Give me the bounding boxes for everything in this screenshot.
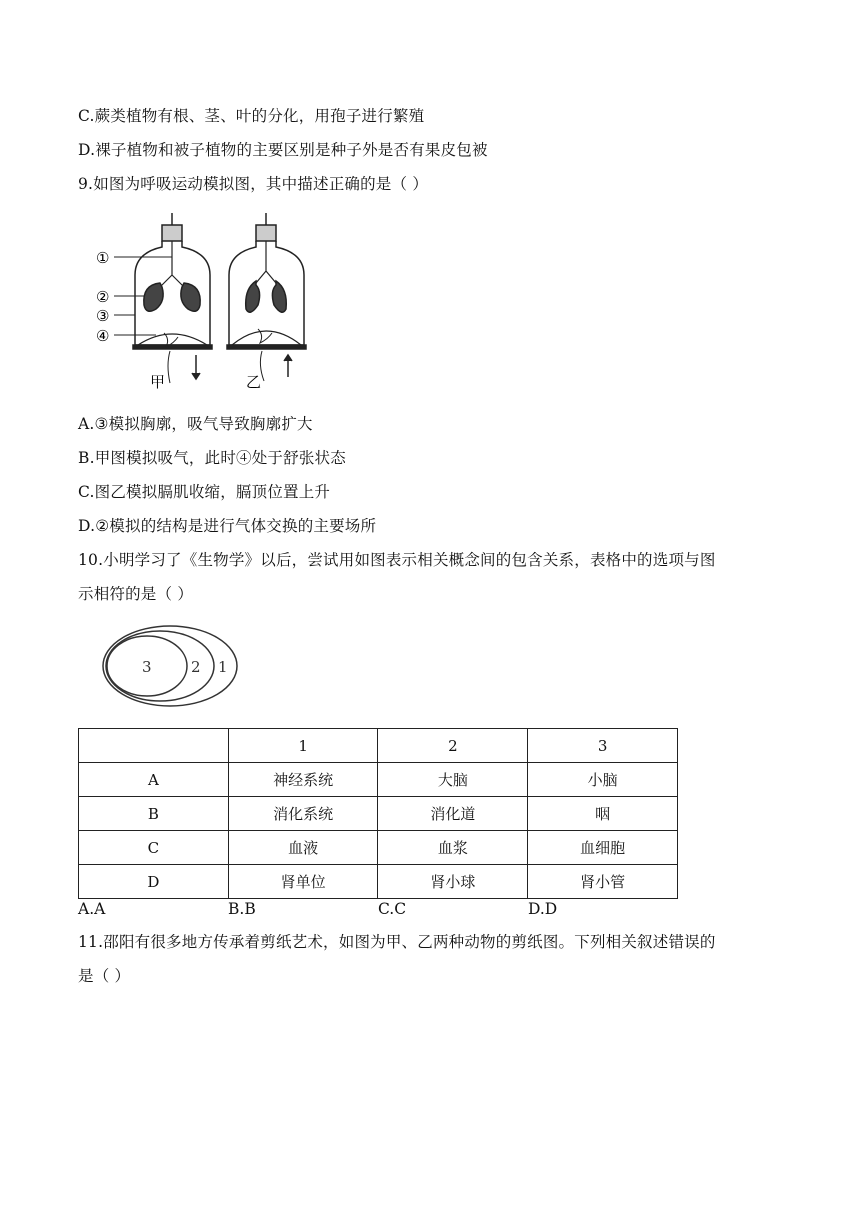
- marker-4: ④: [96, 327, 110, 345]
- ellipse-1: [103, 626, 237, 706]
- q9-option-b: B.甲图模拟吸气，此时④处于舒张状态: [78, 449, 346, 467]
- jar-yi: [227, 213, 306, 381]
- table-cell: 消化系统: [228, 797, 378, 831]
- q10-stem-line1: 10.小明学习了《生物学》以后，尝试用如图表示相关概念间的包含关系，表格中的选项与图: [78, 551, 716, 569]
- q9-stem: 9.如图为呼吸运动模拟图，其中描述正确的是（ ）: [78, 175, 429, 193]
- table-cell: 肾单位: [228, 865, 378, 899]
- q8-option-d: D.裸子植物和被子植物的主要区别是种子外是否有果皮包被: [78, 141, 488, 159]
- table-cell: 血浆: [378, 831, 528, 865]
- q10-answer-b: B.B: [228, 900, 256, 918]
- table-cell: 血细胞: [528, 831, 678, 865]
- table-cell: 消化道: [378, 797, 528, 831]
- q10-answer-c: C.C: [378, 900, 407, 918]
- table-cell: 1: [228, 729, 378, 763]
- table-cell: 2: [378, 729, 528, 763]
- q11-stem-line2: 是（ ）: [78, 967, 131, 985]
- ellipse-label-3: 3: [142, 658, 152, 676]
- marker-1: ①: [96, 249, 110, 267]
- q10-answer-a: A.A: [78, 900, 106, 918]
- nested-ellipses-figure: [100, 622, 242, 710]
- table-cell: C: [79, 831, 229, 865]
- table-cell: 小脑: [528, 763, 678, 797]
- table-cell: 肾小球: [378, 865, 528, 899]
- concept-table: [78, 728, 678, 899]
- q9-option-c: C.图乙模拟膈肌收缩，膈顶位置上升: [78, 483, 331, 501]
- table-row: [79, 763, 678, 797]
- q9-option-a: A.③模拟胸廓，吸气导致胸廓扩大: [78, 415, 313, 433]
- table-cell: [79, 729, 229, 763]
- table-cell: 血液: [228, 831, 378, 865]
- table-cell: 肾小管: [528, 865, 678, 899]
- marker-3: ③: [96, 307, 110, 325]
- table-row: [79, 797, 678, 831]
- table-cell: B: [79, 797, 229, 831]
- jar-label-yi: 乙: [246, 373, 262, 391]
- jar-label-jia: 甲: [150, 373, 166, 391]
- q10-answer-d: D.D: [528, 900, 558, 918]
- jar-jia: [133, 213, 212, 383]
- table-cell: 咽: [528, 797, 678, 831]
- q10-stem-line2: 示相符的是（ ）: [78, 585, 194, 603]
- table-cell: A: [79, 763, 229, 797]
- table-row: [79, 865, 678, 899]
- table-header-row: [79, 729, 678, 763]
- table-cell: D: [79, 865, 229, 899]
- q8-option-c: C.蕨类植物有根、茎、叶的分化，用孢子进行繁殖: [78, 107, 425, 125]
- breathing-model-figure: [90, 205, 320, 395]
- table-cell: 大脑: [378, 763, 528, 797]
- table-cell: 神经系统: [228, 763, 378, 797]
- table-row: [79, 831, 678, 865]
- q9-option-d: D.②模拟的结构是进行气体交换的主要场所: [78, 517, 377, 535]
- ellipse-label-2: 2: [191, 658, 201, 676]
- table-cell: 3: [528, 729, 678, 763]
- q11-stem-line1: 11.邵阳有很多地方传承着剪纸艺术，如图为甲、乙两种动物的剪纸图。下列相关叙述错误的: [78, 933, 716, 951]
- marker-2: ②: [96, 288, 110, 306]
- ellipse-label-1: 1: [218, 658, 228, 676]
